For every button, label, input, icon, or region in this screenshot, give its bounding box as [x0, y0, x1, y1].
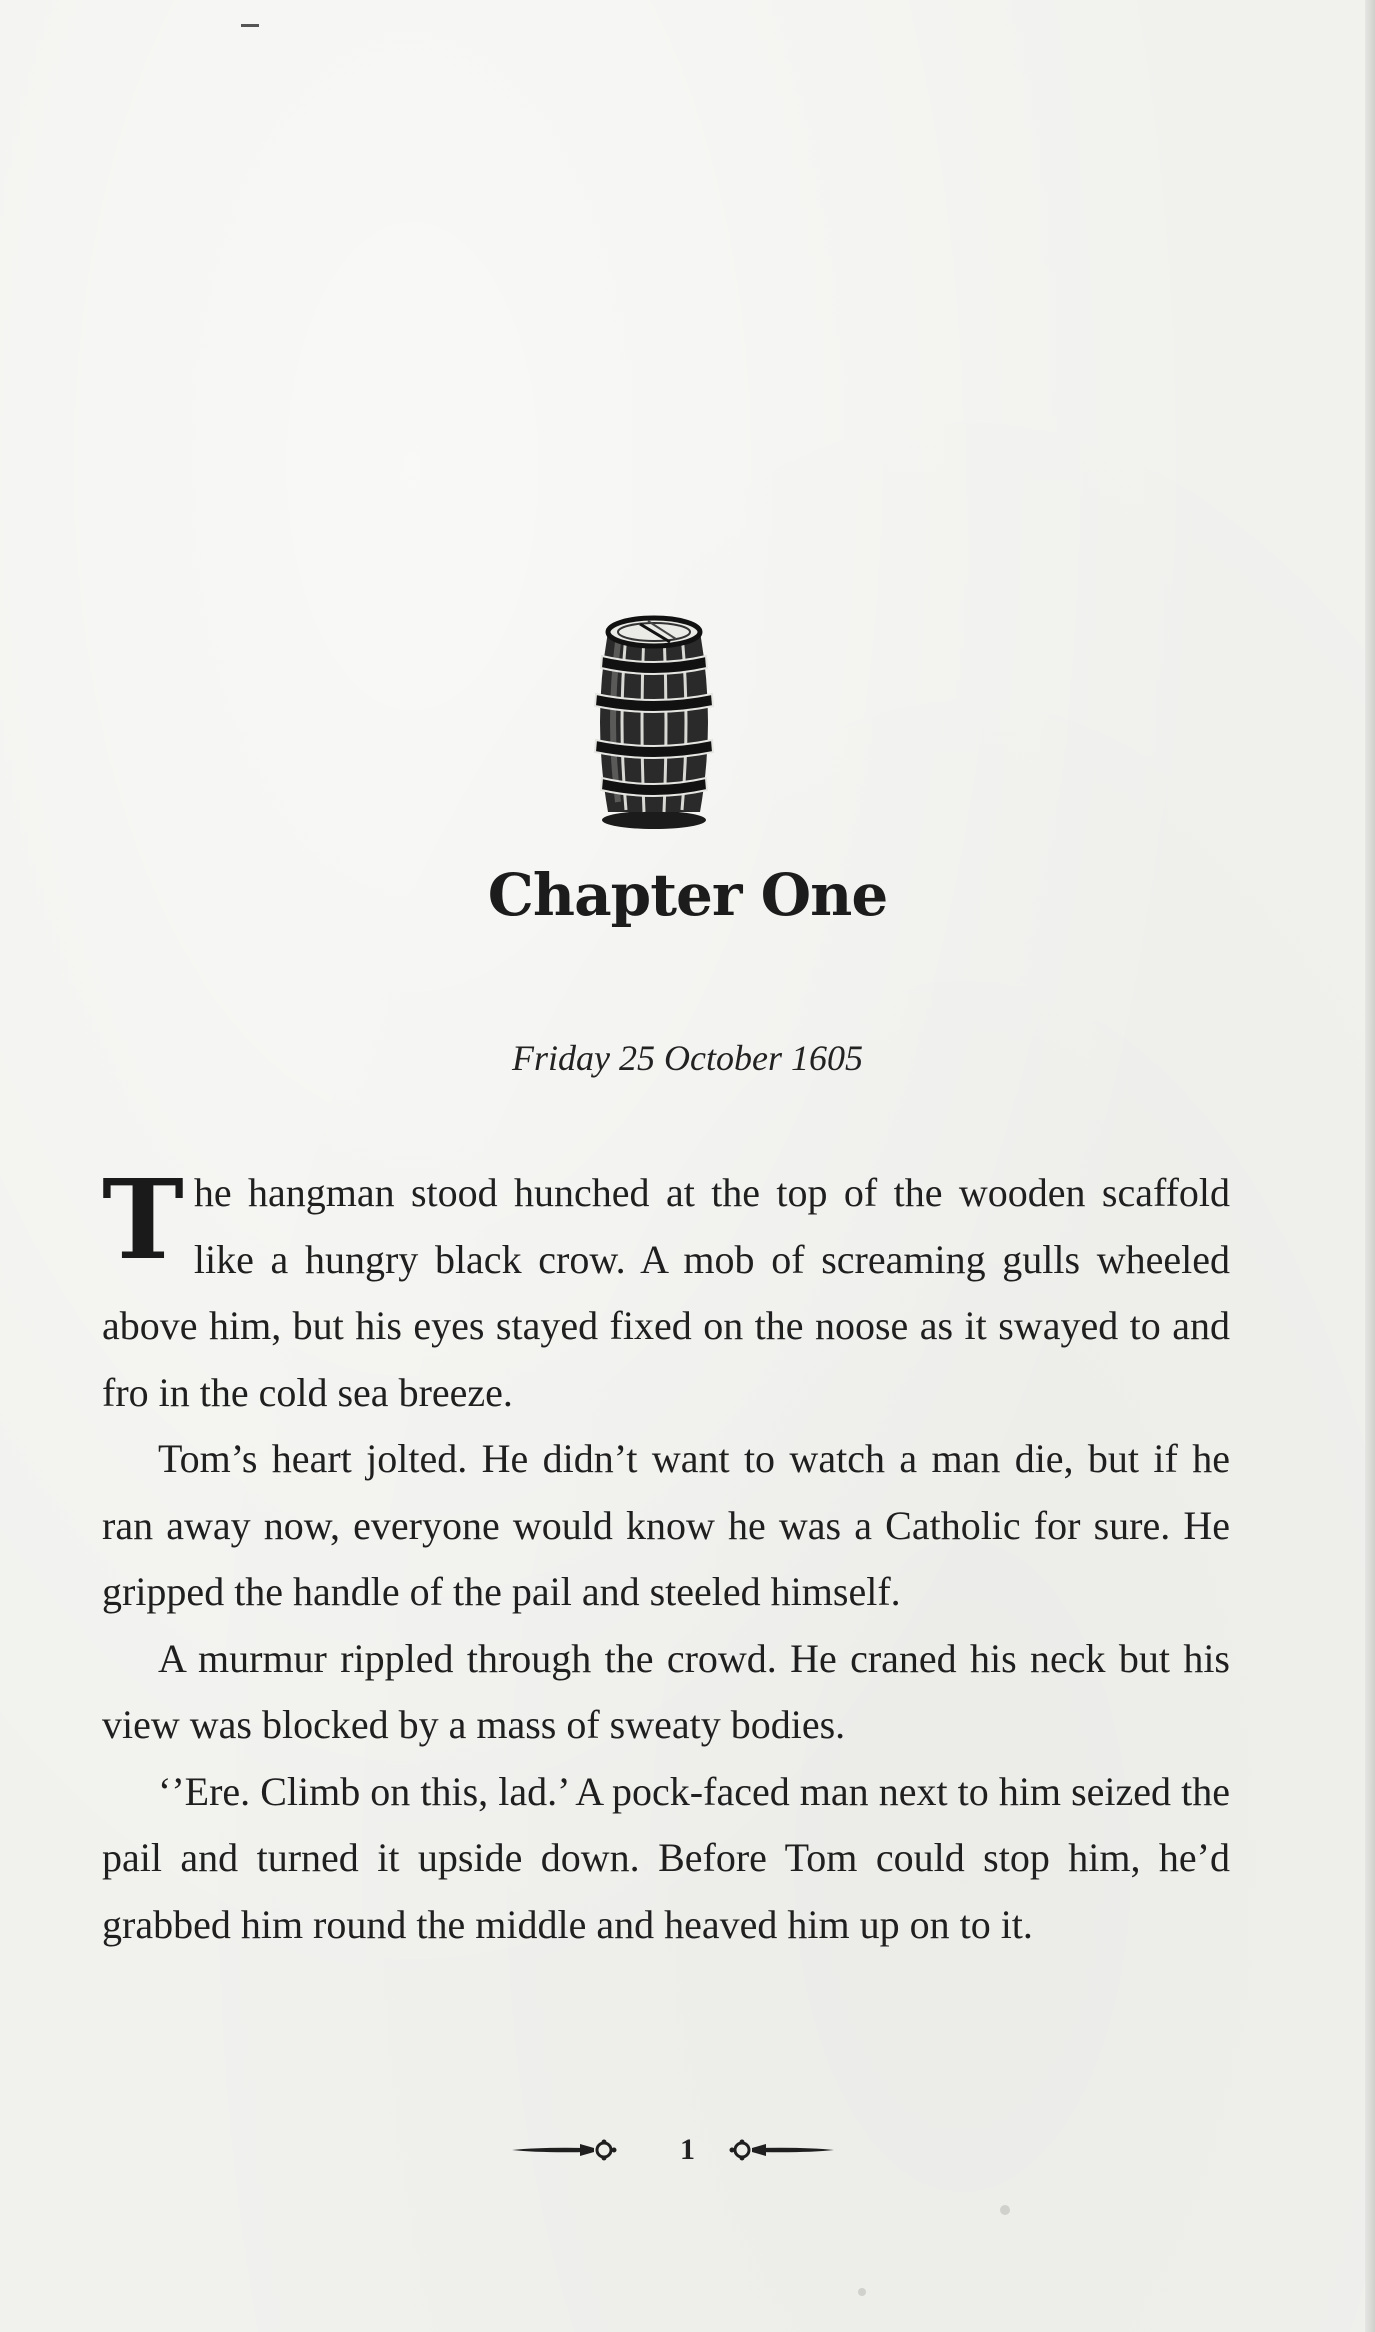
barrel-icon — [578, 612, 730, 832]
paragraph-1 — [102, 1155, 1230, 1426]
page-edge — [1365, 0, 1375, 2332]
page-number: 1 — [680, 2133, 695, 2166]
paragraph-3: A murmur rippled through the crowd. He craned his neck but his view was blocked by a mass of sweaty bodies. — [102, 1635, 1230, 1747]
paragraph-4: ‘’Ere. Climb on this, lad.’ A pock-faced man next to him seized the pail and turned it upside down. Before Tom could stop him, he’d grabbed him round the middle and heaved him up on to it. — [102, 1768, 1230, 1947]
chapter-date: Friday 25 October 1605 — [512, 1038, 863, 1078]
chapter-title: Chapter One — [487, 861, 888, 929]
paragraph-2: Tom’s heart jolted. He didn’t want to watch a man die, but if he ran away now, everyone would know he was a Catholic for sure. He gripped the handle of the pail and steeled himself. — [102, 1436, 1230, 1614]
drop-cap: T — [102, 1155, 184, 1284]
chapter-body — [102, 1155, 1230, 1958]
paragraph-1-text: he hangman stood hunched at the top of the wooden scaffold like a hungry black crow. A mob of screaming gulls wheeled above him, but his eyes stayed fixed on the noose as it swayed to and fro in the cold sea breeze. — [102, 1170, 1230, 1415]
paper-speck — [1000, 2205, 1010, 2215]
printer-mark — [241, 24, 259, 27]
paper-speck — [858, 2288, 866, 2296]
